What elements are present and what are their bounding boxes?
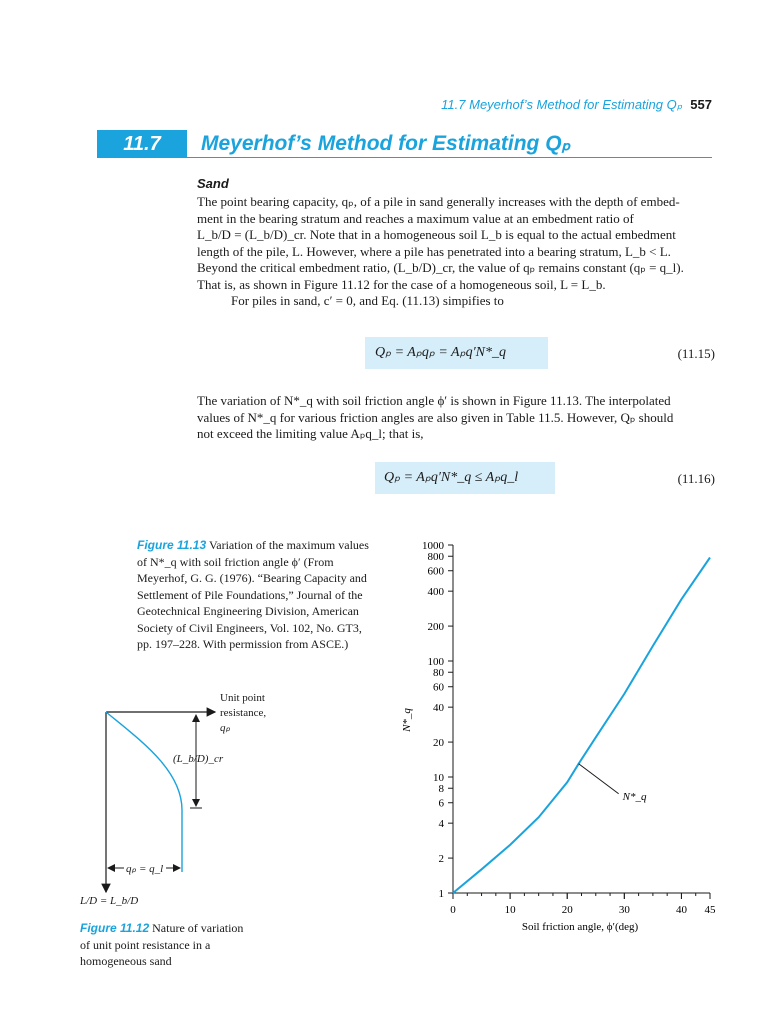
paragraph-line: For piles in sand, c′ = 0, and Eq. (11.13) simpifies to xyxy=(231,293,504,308)
equation-2-number: (11.16) xyxy=(677,471,715,486)
paragraph-2 xyxy=(197,393,715,443)
caption-line: Nature of variation xyxy=(152,921,244,935)
y-tick-label: 1 xyxy=(438,888,444,900)
equation-2: Qₚ = Aₚq′N*_q ≤ Aₚq_l xyxy=(384,470,519,485)
y-tick-label: 60 xyxy=(433,681,444,694)
equation-1: Qₚ = Aₚqₚ = Aₚq′N*_q xyxy=(375,345,506,360)
limit-label: qₚ = q_l xyxy=(126,863,164,875)
y-tick-label: 1000 xyxy=(422,540,444,552)
paragraph-line: ment in the bearing stratum and reaches a maximum value at an embedment ratio of xyxy=(197,210,634,226)
equation-1-number: (11.15) xyxy=(677,346,715,361)
series-line xyxy=(453,558,710,894)
caption-line: Settlement of Pile Foundations,” Journal of the xyxy=(137,587,363,602)
caption-line: of unit point resistance in a xyxy=(80,937,211,952)
paragraph-line: The point bearing capacity, qₚ, of a pile in sand generally increases with the depth of embed- xyxy=(197,194,680,209)
y-tick-label: 2 xyxy=(438,853,444,866)
caption-line: of N*_q with soil friction angle ϕ′ (From xyxy=(137,554,334,569)
subheading: Sand xyxy=(197,176,229,191)
point-resistance-curve xyxy=(106,712,182,872)
unit-point-label xyxy=(220,691,266,736)
nq-chart xyxy=(380,530,740,940)
y-tick-label: 80 xyxy=(433,667,444,680)
annotation-leader xyxy=(579,764,619,794)
x-tick-label: 30 xyxy=(618,904,630,916)
y-tick-label: 400 xyxy=(427,586,444,599)
section-title: Meyerhof’s Method for Estimating Qₚ xyxy=(201,132,571,155)
section-number: 11.7 xyxy=(97,130,187,158)
label-line: resistance, xyxy=(220,707,267,719)
paragraph-line: length of the pile, L. However, where a pile has penetrated into a bearing stratum, L_b < L. xyxy=(197,243,671,259)
label-line: qₚ xyxy=(220,722,231,734)
y-tick-label: 40 xyxy=(433,702,444,715)
x-tick-label: 10 xyxy=(504,904,516,916)
depth-axis-label: L/D = L_b/D xyxy=(80,895,139,907)
paragraph-line: L_b/D = (L_b/D)_cr. Note that in a homogeneous soil L_b is equal to the actual embedment xyxy=(197,227,676,242)
caption-line: Meyerhof, G. G. (1976). “Bearing Capacity and xyxy=(137,571,367,585)
x-tick-label: 45 xyxy=(704,904,716,916)
x-tick-label: 20 xyxy=(561,904,573,916)
y-tick-label: 10 xyxy=(433,772,444,784)
y-tick-label: 20 xyxy=(433,737,444,750)
running-head-title: 11.7 Meyerhof’s Method for Estimating Qₚ xyxy=(441,97,683,112)
y-axis-label: N*_q xyxy=(401,708,413,732)
y-tick-label: 200 xyxy=(427,621,444,634)
caption-line: homogeneous sand xyxy=(80,954,172,968)
series-annotation: N*_q xyxy=(622,790,647,803)
page-number: 557 xyxy=(690,97,712,112)
y-tick-label: 6 xyxy=(438,797,444,810)
x-axis-label: Soil friction angle, ϕ′(deg) xyxy=(521,921,639,933)
figure-11-13-label: Figure 11.13 xyxy=(137,538,207,552)
paragraph-1 xyxy=(197,194,715,310)
x-tick-label: 40 xyxy=(675,904,687,916)
caption-line: Geotechnical Engineering Division, American xyxy=(137,604,359,618)
figure-11-13-caption xyxy=(137,537,397,653)
paragraph-line: That is, as shown in Figure 11.12 for the case of a homogeneous soil, L = L_b. xyxy=(197,276,606,292)
caption-line: pp. 197–228. With permission from ASCE.) xyxy=(137,637,349,651)
figure-11-12-caption xyxy=(80,920,280,970)
paragraph-line: Beyond the critical embedment ratio, (L_b/D)_cr, the value of qₚ remains constant (qₚ = q_l). xyxy=(197,260,684,275)
running-head xyxy=(400,97,712,113)
paragraph-line: The variation of N*_q with soil friction angle ϕ′ is shown in Figure 11.13. The interpolated xyxy=(197,393,671,408)
y-tick-label: 600 xyxy=(427,565,444,578)
section-rule xyxy=(187,157,712,158)
caption-line: Society of Civil Engineers, Vol. 102, No. GT3, xyxy=(137,620,362,635)
label-line: Unit point xyxy=(220,692,265,704)
y-tick-label: 8 xyxy=(438,783,444,796)
figure-11-12-diagram xyxy=(70,680,310,910)
paragraph-line: not exceed the limiting value Aₚq_l; that is, xyxy=(197,426,424,441)
y-tick-label: 4 xyxy=(438,818,444,831)
critical-ratio-label: (L_b/D)_cr xyxy=(173,753,224,765)
y-tick-label: 800 xyxy=(427,551,444,564)
paragraph-line: values of N*_q for various friction angles are also given in Table 11.5. However, Qₚ should xyxy=(197,409,674,425)
figure-11-12-label: Figure 11.12 xyxy=(80,921,150,935)
caption-line: Variation of the maximum values xyxy=(208,538,369,552)
x-tick-label: 0 xyxy=(450,904,456,916)
y-tick-label: 100 xyxy=(427,656,444,668)
